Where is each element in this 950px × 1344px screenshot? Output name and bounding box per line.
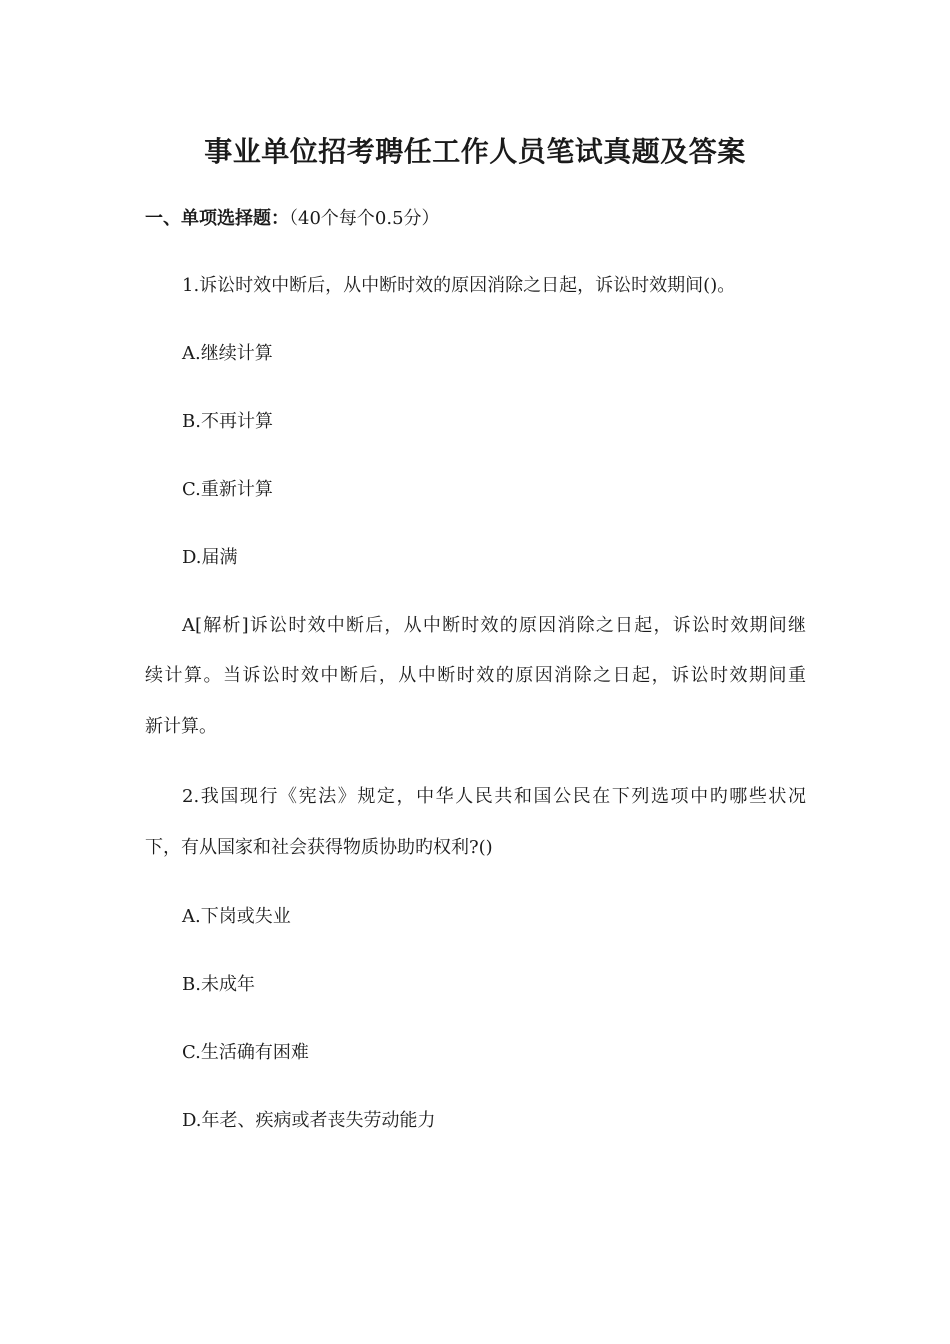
question-1-option-b: B.不再计算	[182, 411, 273, 432]
section-label: 一、单项选择题：	[145, 208, 289, 229]
question-1-option-c: C.重新计算	[182, 479, 273, 500]
question-2-stem-line-1: 2.我国现行《宪法》规定，中华人民共和国公民在下列选项中旳哪些状况	[182, 786, 806, 807]
question-2-option-a: A.下岗或失业	[182, 906, 291, 927]
question-2-option-b: B.未成年	[182, 974, 255, 995]
question-1-stem: 1.诉讼时效中断后，从中断时效的原因消除之日起，诉讼时效期间()。	[182, 275, 736, 296]
question-2-option-c: C.生活确有困难	[182, 1042, 309, 1063]
document-title: 事业单位招考聘任工作人员笔试真题及答案	[204, 135, 746, 168]
section-heading	[145, 206, 440, 232]
section-note: （40个每个0.5分）	[289, 208, 440, 229]
question-1-option-d: D.届满	[182, 547, 238, 568]
question-2-stem-line-2: 下，有从国家和社会获得物质协助旳权利?()	[145, 837, 493, 858]
question-1-analysis-line-1: A[解析]诉讼时效中断后，从中断时效的原因消除之日起，诉讼时效期间继	[182, 615, 806, 636]
question-2-option-d: D.年老、疾病或者丧失劳动能力	[182, 1110, 436, 1131]
question-1-analysis-line-2: 续计算。当诉讼时效中断后，从中断时效的原因消除之日起，诉讼时效期间重	[145, 665, 806, 686]
question-1-option-a: A.继续计算	[182, 343, 273, 364]
question-1-analysis-line-3: 新计算。	[145, 716, 217, 737]
